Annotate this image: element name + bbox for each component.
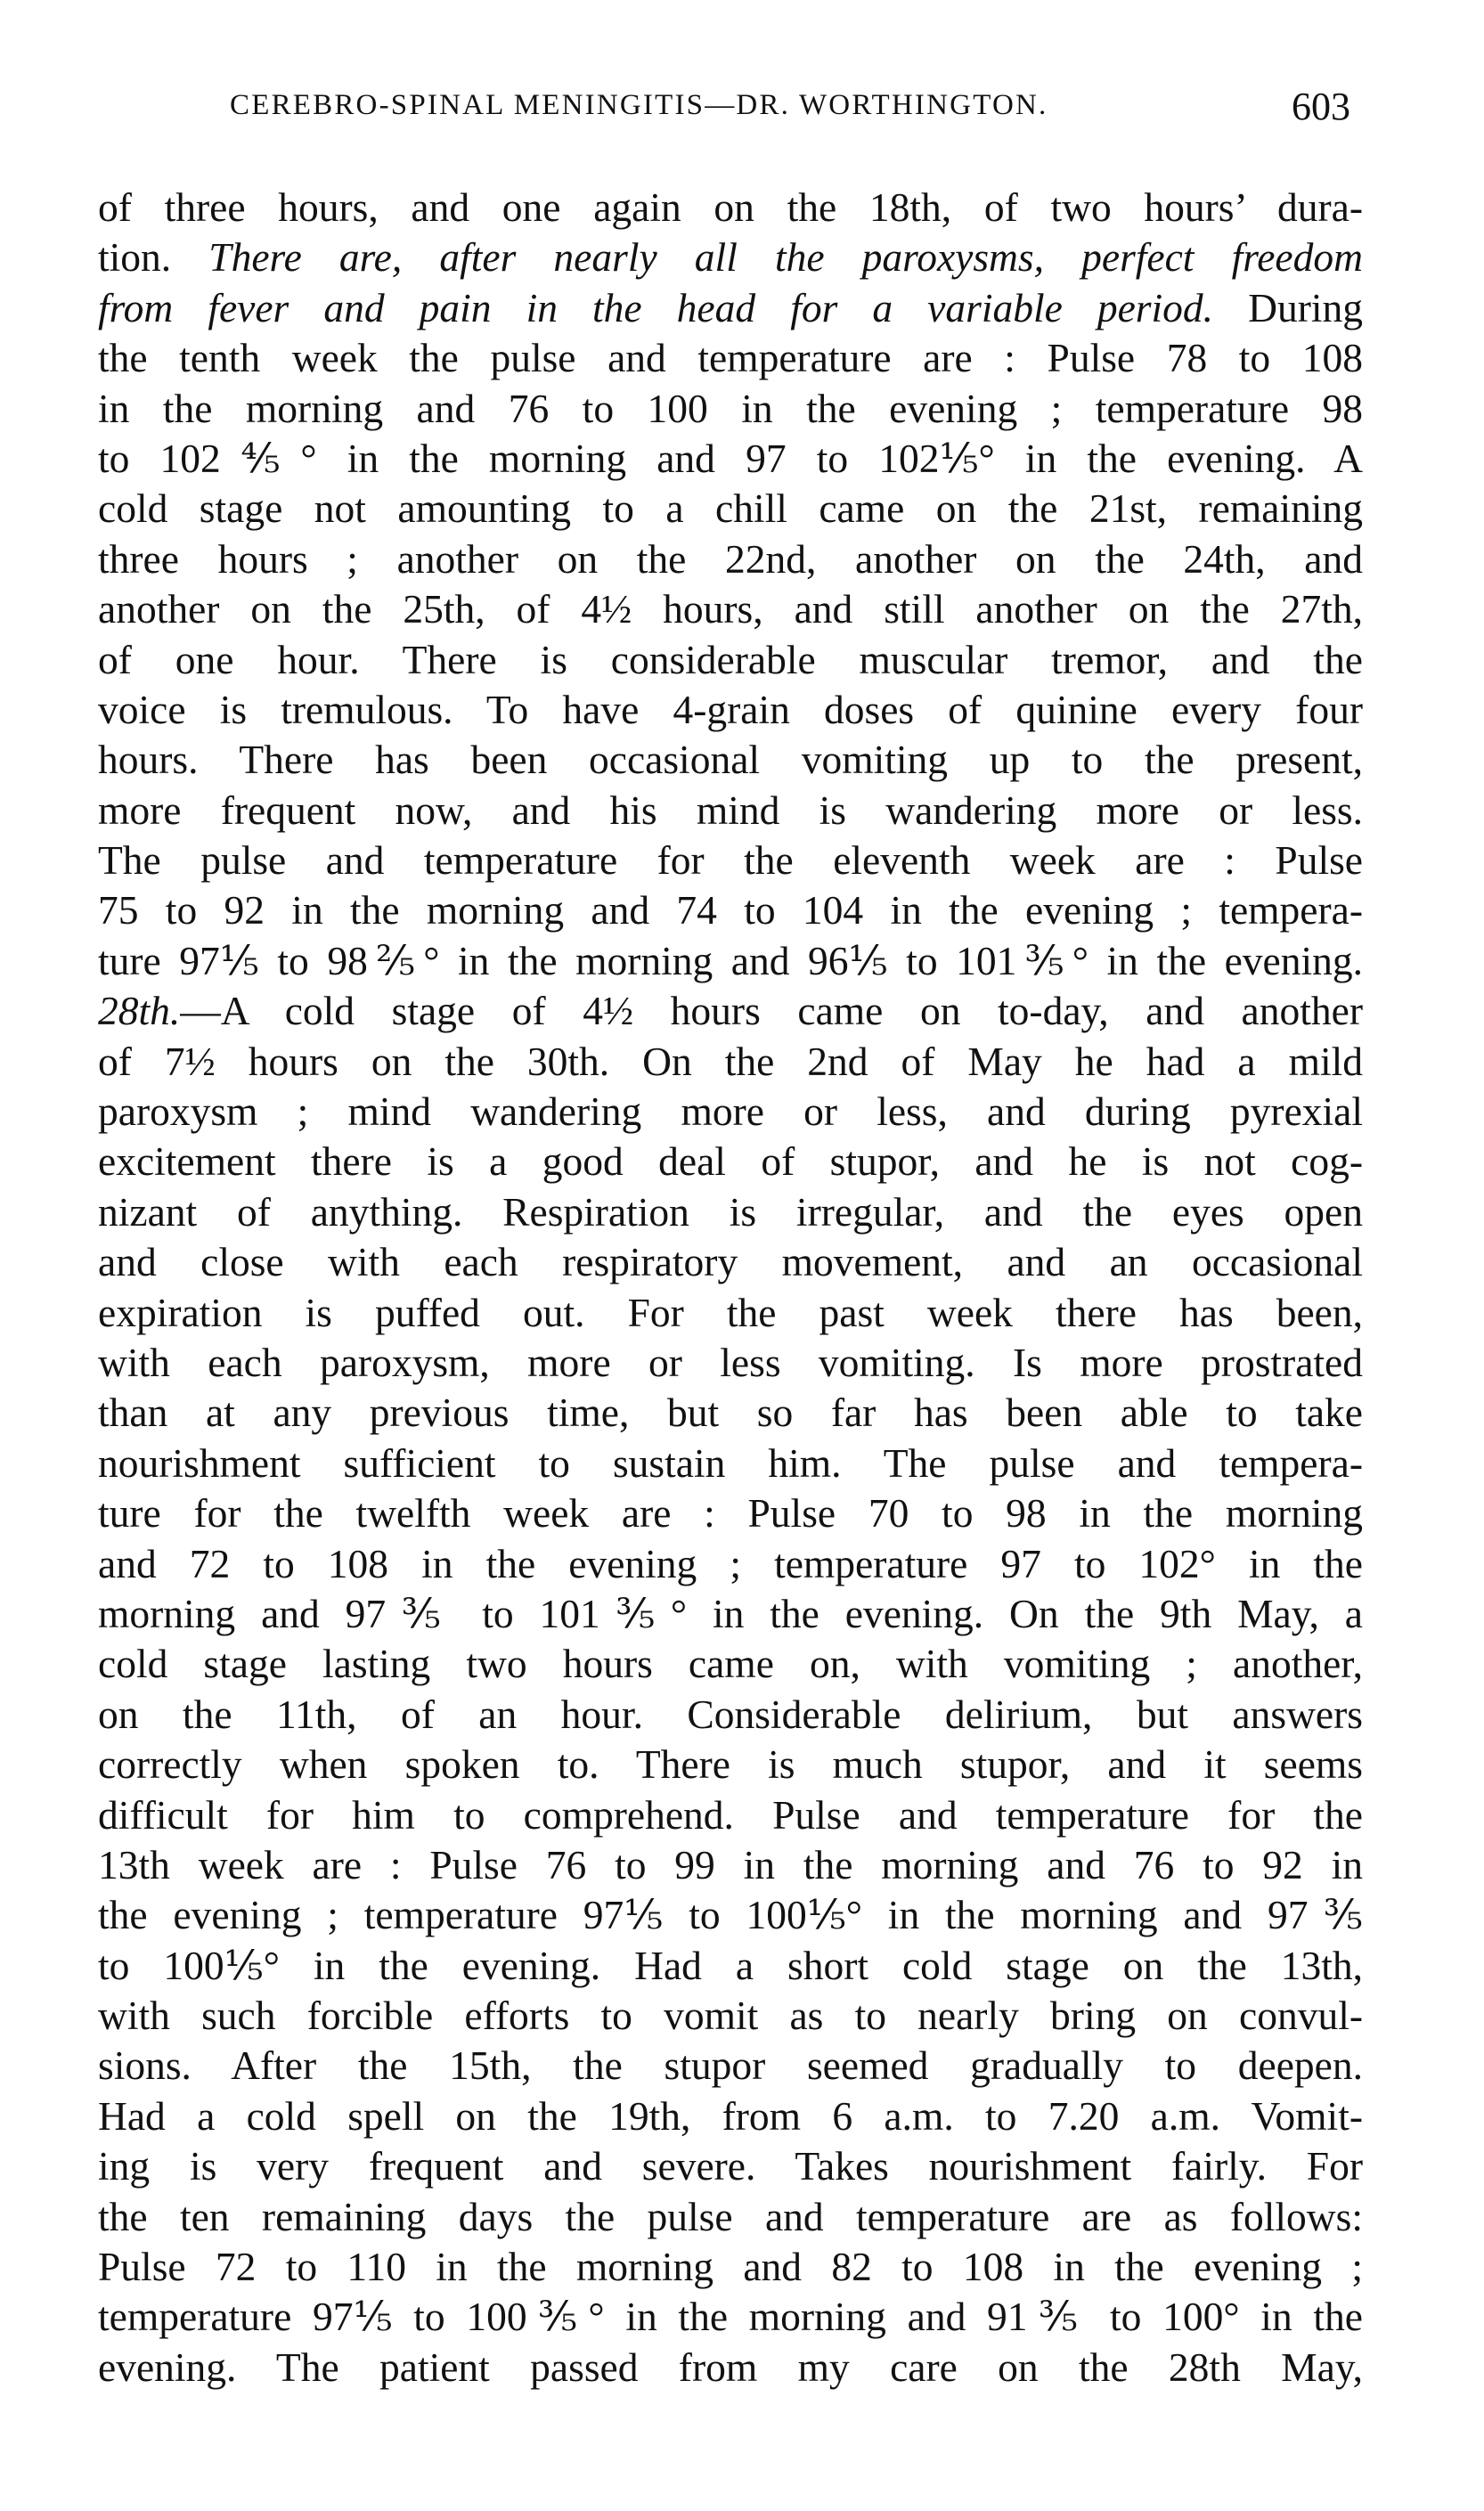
text-line: another on the 25th, of 4½ hours, and still another on the 27th, [98, 586, 1363, 632]
text-line: the evening ; temperature 97⅕ to 100⅕° in the morning and 97⅗ [98, 1892, 1363, 1938]
text-line: than at any previous time, but so far has been able to take [98, 1390, 1363, 1436]
text-line: Pulse 72 to 110 in the morning and 82 to 108 in the evening ; [98, 2244, 1363, 2290]
running-head [230, 85, 1350, 143]
text-line: of one hour. There is considerable muscular tremor, and the [98, 636, 1363, 682]
text-line [98, 283, 1363, 333]
italic-date: 28th. [98, 988, 181, 1034]
text-line: nizant of anything. Respiration is irregular, and the eyes open [98, 1188, 1363, 1235]
text-line: paroxysm ; mind wandering more or less, and during pyrexial [98, 1088, 1363, 1135]
text-segment: During [1213, 284, 1363, 330]
text-line: ture 97⅕ to 98⅖° in the morning and 96⅕ to 101⅗° in the evening. [98, 937, 1363, 983]
text-line: expiration is puffed out. For the past week there has been, [98, 1289, 1363, 1335]
text-line: hours. There has been occasional vomiting up to the present, [98, 737, 1363, 783]
text-line: the ten remaining days the pulse and temperature are as follows: [98, 2193, 1363, 2239]
text-line: more frequent now, and his mind is wandering more or less. [98, 787, 1363, 833]
text-line: Had a cold spell on the 19th, from 6 a.m. to 7.20 a.m. Vomit- [98, 2092, 1363, 2139]
text-line: cold stage not amounting to a chill came on the 21st, remaining [98, 485, 1363, 532]
text-line: to 100⅕° in the evening. Had a short cold stage on the 13th, [98, 1942, 1363, 1988]
text-line: 75 to 92 in the morning and 74 to 104 in the evening ; tempera- [98, 887, 1363, 933]
text-line: 13th week are : Pulse 76 to 99 in the morning and 76 to 92 in [98, 1841, 1363, 1887]
text-line [98, 232, 1363, 282]
text-segment: tion. [98, 234, 209, 281]
text-line: evening. The patient passed from my care on the 28th May, [98, 2344, 1363, 2390]
text-line: morning and 97⅗ to 101⅗° in the evening. On the 9th May, a [98, 1590, 1363, 1636]
text-line: voice is tremulous. To have 4-grain doses of quinine every four [98, 686, 1363, 732]
text-line: and 72 to 108 in the evening ; temperature 97 to 102° in the [98, 1540, 1363, 1586]
text-line: correctly when spoken to. There is much stupor, and it seems [98, 1741, 1363, 1788]
text-line: of three hours, and one again on the 18th, of two hours’ dura- [98, 184, 1363, 230]
text-line: ture for the twelfth week are : Pulse 70 to 98 in the morning [98, 1490, 1363, 1537]
text-line: nourishment sufficient to sustain him. The pulse and tempera- [98, 1439, 1363, 1486]
text-line: The pulse and temperature for the eleventh week are : Pulse [98, 837, 1363, 884]
italic-text: from fever and pain in the head for a variable period. [98, 284, 1214, 330]
text-line [98, 986, 1363, 1036]
text-segment: —A cold stage of 4½ hours came on to-day, and another [180, 988, 1363, 1034]
text-line: of 7½ hours on the 30th. On the 2nd of May he had a mild [98, 1038, 1363, 1084]
text-line: the tenth week the pulse and temperature are : Pulse 78 to 108 [98, 335, 1363, 381]
text-line: with such forcible efforts to vomit as to nearly bring on convul- [98, 1993, 1363, 2039]
running-title: CEREBRO-SPINAL MENINGITIS—DR. WORTHINGTON. [230, 89, 1048, 121]
text-line: excitement there is a good deal of stupor, and he is not cog- [98, 1138, 1363, 1185]
text-line: temperature 97⅕ to 100⅗° in the morning and 91⅗ to 100° in the [98, 2294, 1363, 2340]
text-line: in the morning and 76 to 100 in the evening ; temperature 98 [98, 385, 1363, 431]
italic-text: There are, after nearly all the paroxysms, perfect freedom [208, 234, 1363, 281]
body-text [98, 183, 1363, 2393]
text-line: with each paroxysm, more or less vomiting. Is more prostrated [98, 1339, 1363, 1385]
text-line: sions. After the 15th, the stupor seemed gradually to deepen. [98, 2042, 1363, 2089]
page-number: 603 [1292, 85, 1350, 128]
text-line: three hours ; another on the 22nd, another on the 24th, and [98, 535, 1363, 582]
text-line: on the 11th, of an hour. Considerable delirium, but answers [98, 1691, 1363, 1737]
text-line: ing is very frequent and severe. Takes nourishment fairly. For [98, 2143, 1363, 2189]
text-line: cold stage lasting two hours came on, with vomiting ; another, [98, 1641, 1363, 1687]
text-line: and close with each respiratory movement, and an occasional [98, 1239, 1363, 1285]
text-line: to 102⅘° in the morning and 97 to 102⅕° in the evening. A [98, 435, 1363, 481]
text-line: difficult for him to comprehend. Pulse and temperature for the [98, 1791, 1363, 1838]
